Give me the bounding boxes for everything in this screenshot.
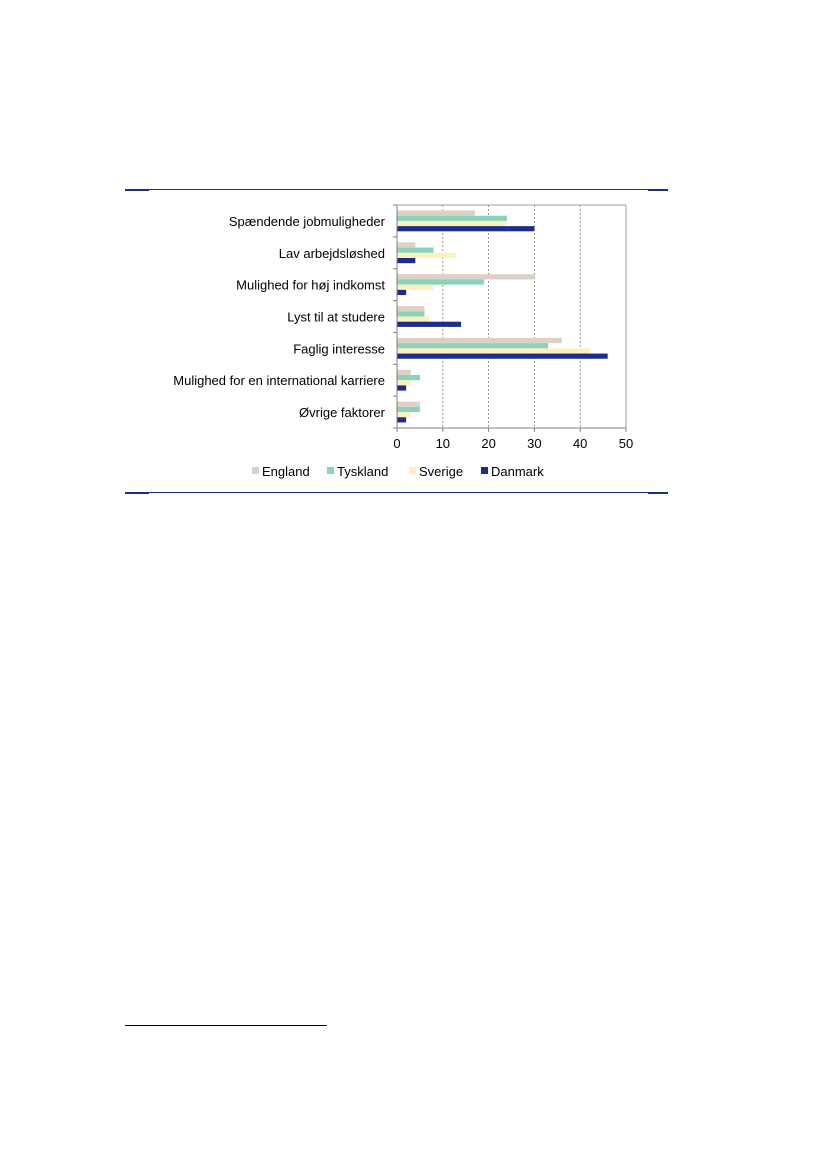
- bar: [397, 407, 420, 412]
- bar: [397, 380, 411, 385]
- legend-swatch: [252, 467, 259, 474]
- x-tick-label: 50: [618, 436, 634, 451]
- bar: [397, 274, 534, 279]
- legend-swatch: [327, 467, 334, 474]
- bar: [397, 402, 420, 407]
- bar: [397, 290, 406, 295]
- bar: [397, 226, 534, 231]
- bar: [397, 306, 424, 311]
- bar: [397, 242, 415, 247]
- category-label: Lav arbejdsløshed: [278, 245, 385, 261]
- bar: [397, 375, 420, 380]
- grid-layer: [397, 205, 626, 428]
- bars-layer: [397, 211, 608, 423]
- legend-swatch: [409, 467, 416, 474]
- bar: [397, 370, 411, 375]
- x-tick-label: 30: [527, 436, 542, 451]
- bar: [397, 354, 608, 359]
- bar-chart: [0, 0, 826, 520]
- bar: [397, 211, 475, 216]
- category-label: Spændende jobmuligheder: [228, 213, 385, 229]
- tick-labels: [393, 436, 633, 451]
- bar: [397, 385, 406, 390]
- x-tick-label: 20: [481, 436, 496, 451]
- category-label: Lyst til at studere: [287, 309, 385, 325]
- x-tick-label: 0: [393, 436, 401, 451]
- legend-label: Tyskland: [337, 464, 389, 479]
- bar: [397, 317, 429, 322]
- bar: [397, 311, 424, 316]
- legend-label: England: [262, 464, 310, 479]
- bar: [397, 221, 507, 226]
- legend-label: Sverige: [419, 464, 464, 479]
- bottom-rule-cap-right: [648, 492, 668, 494]
- legend-label: Danmark: [491, 464, 544, 479]
- bar: [397, 412, 411, 417]
- bottom-rule-cap-left: [125, 492, 149, 494]
- x-tick-label: 40: [572, 436, 588, 451]
- bar: [397, 216, 507, 221]
- category-label: Mulighed for høj indkomst: [236, 277, 385, 293]
- footnote-separator: [125, 1025, 327, 1026]
- legend-swatch: [481, 467, 488, 474]
- bar: [397, 285, 434, 290]
- bottom-rule: [125, 492, 668, 493]
- bar: [397, 417, 406, 422]
- bar: [397, 253, 457, 258]
- bar: [397, 258, 415, 263]
- bar: [397, 279, 484, 284]
- category-label: Øvrige faktorer: [299, 405, 385, 421]
- category-label: Faglig interesse: [293, 341, 385, 357]
- bar: [397, 338, 562, 343]
- category-label: Mulighed for en international karriere: [173, 373, 385, 389]
- bar: [397, 343, 548, 348]
- bar: [397, 348, 589, 353]
- bar: [397, 322, 461, 327]
- bar: [397, 248, 434, 253]
- category-labels: [173, 214, 385, 420]
- legend: [252, 464, 544, 479]
- x-tick-label: 10: [435, 436, 451, 451]
